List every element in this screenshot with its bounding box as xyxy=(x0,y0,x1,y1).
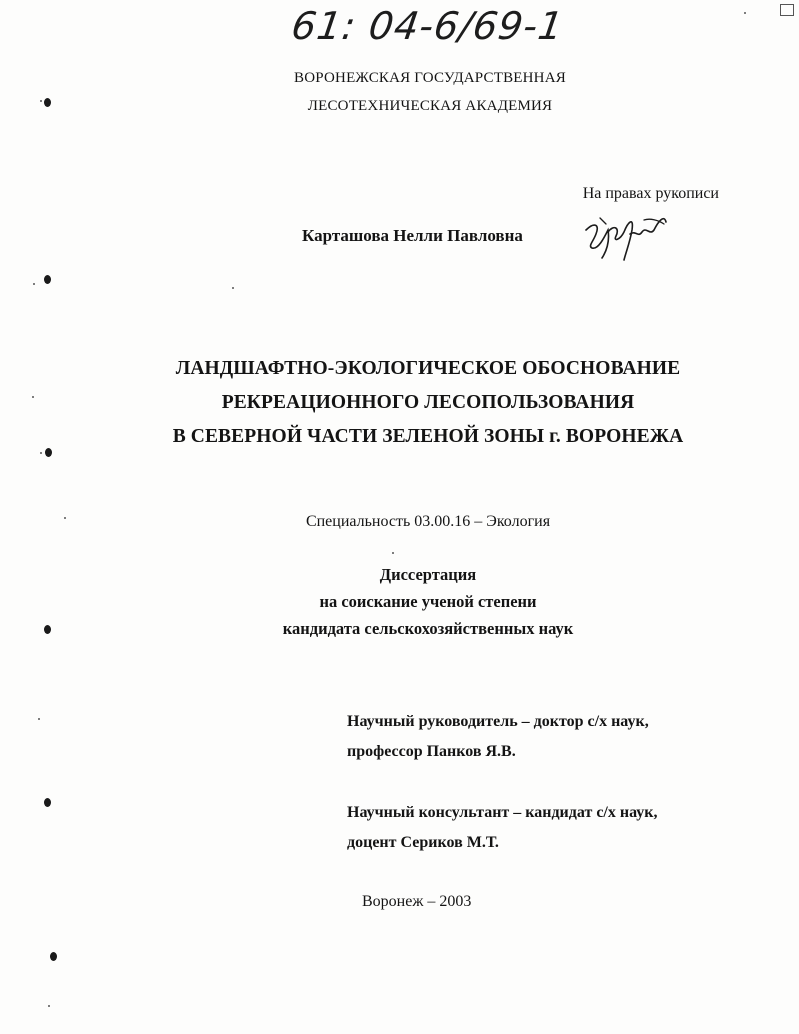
corner-mark xyxy=(780,4,794,16)
supervisor-name: профессор Панков Я.В. xyxy=(347,743,516,760)
handwritten-signature xyxy=(580,208,675,263)
manuscript-rights-note: На правах рукописи xyxy=(582,185,719,202)
scan-speck xyxy=(392,552,394,554)
consultant-title: Научный консультант – кандидат с/х наук, xyxy=(347,804,658,821)
binding-hole-mark xyxy=(44,625,51,634)
binding-hole-mark xyxy=(45,448,52,457)
scan-speck xyxy=(48,1005,50,1007)
scan-speck xyxy=(40,452,42,454)
scan-speck xyxy=(40,100,42,102)
author-name: Карташова Нелли Павловна xyxy=(302,226,523,245)
binding-hole-mark xyxy=(44,798,51,807)
scan-speck xyxy=(32,396,34,398)
dissertation-title-line3: В СЕВЕРНОЙ ЧАСТИ ЗЕЛЕНОЙ ЗОНЫ г. ВОРОНЕЖА xyxy=(172,426,684,447)
dissertation-title-line2: РЕКРЕАЦИОННОГО ЛЕСОПОЛЬЗОВАНИЯ xyxy=(221,392,635,413)
degree-line1: на соискание ученой степени xyxy=(319,592,537,611)
dissertation-title-line1: ЛАНДШАФТНО-ЭКОЛОГИЧЕСКОЕ ОБОСНОВАНИЕ xyxy=(175,358,681,379)
binding-hole-mark xyxy=(44,98,51,107)
consultant-name: доцент Сериков М.Т. xyxy=(347,834,499,851)
institution-name-line2: ЛЕСОТЕХНИЧЕСКАЯ АКАДЕМИЯ xyxy=(307,98,553,114)
binding-hole-mark xyxy=(50,952,57,961)
scan-speck xyxy=(744,12,746,14)
supervisor-title: Научный руководитель – доктор с/х наук, xyxy=(347,713,649,730)
scan-speck xyxy=(232,287,234,289)
handwritten-registry-number: 61: 04-6/69-1 xyxy=(288,4,567,48)
degree-line2: кандидата сельскохозяйственных наук xyxy=(282,619,574,638)
scan-speck xyxy=(38,718,40,720)
specialty: Специальность 03.00.16 – Экология xyxy=(305,513,551,530)
scan-speck xyxy=(33,283,35,285)
institution-name-line1: ВОРОНЕЖСКАЯ ГОСУДАРСТВЕННАЯ xyxy=(294,70,566,86)
document-type: Диссертация xyxy=(379,565,477,584)
scan-speck xyxy=(64,517,66,519)
city-and-year: Воронеж – 2003 xyxy=(362,893,472,910)
binding-hole-mark xyxy=(44,275,51,284)
